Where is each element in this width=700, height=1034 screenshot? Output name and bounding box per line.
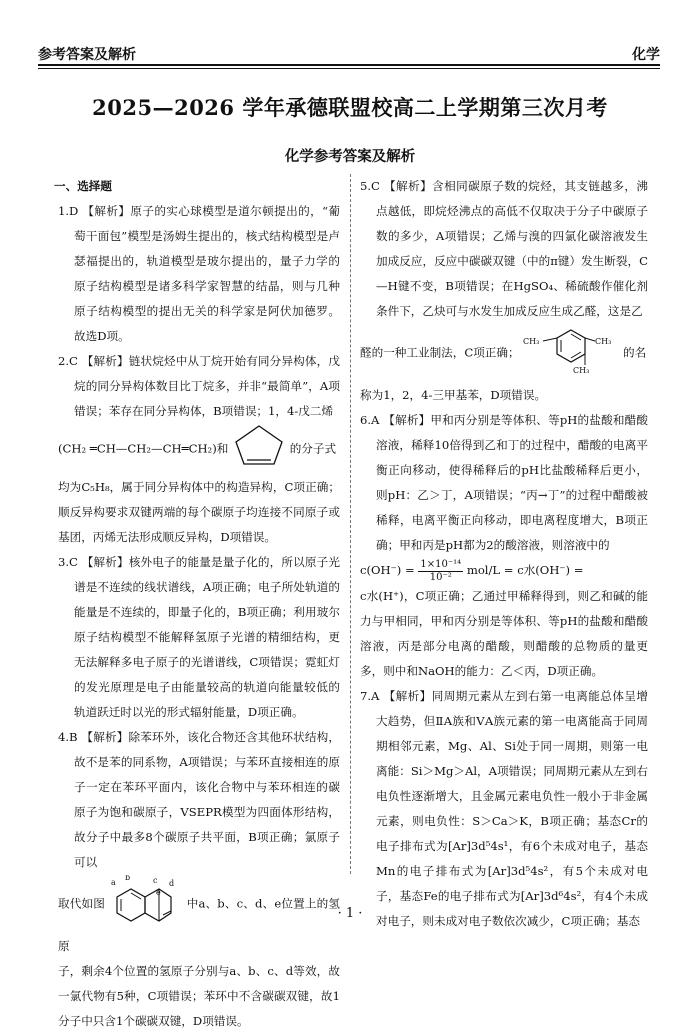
eq-left: c(OH⁻) = <box>360 563 415 577</box>
left-column <box>54 174 341 1034</box>
ch3-bottom: CH₃ <box>573 366 590 374</box>
eq-right: mol/L = c水(OH⁻) = <box>466 563 584 577</box>
formula-suffix: 的分子式 <box>289 441 337 456</box>
answer-1: 1.D 【解析】原子的实心球模型是道尔顿提出的，“葡萄干面包”模型是汤姆生提出的，核式结构模型是卢瑟福提出的，轨道模型是玻尔提出的，量子力学的原子结构模型是诸多科学家智慧的结晶，则与几种原子结构模型的提出无关的科学家是阿伏加德罗。故选D项。 <box>58 204 340 343</box>
answer-4-part1: 4.B 【解析】除苯环外，该化合物还含其他环状结构，故不是苯的同系物，A项错误；与苯环直接相连的原子一定在苯环平面内，该化合物中与苯环相连的碳原子为饱和碳原子，VSEPR模型为四面体形结构，故分子中最多8个碳原子共平面，B项正确；氯原子可以 <box>58 730 340 869</box>
answer-5-part1: 5.C 【解析】含相同碳原子数的烷烃，其支链越多，沸点越低，即烷烃沸点的高低不仅取决于分子中碳原子数的多少，A项错误；乙烯与溴的四氯化碳溶液发生加成反应，反应中碳碳双键（中的π键）发生断裂，C—H键不变，B项错误；在HgSO₄、稀硫酸作催化剂条件下，乙炔可与水发生加成反应生成乙醛，这是乙 <box>360 179 648 318</box>
fraction <box>418 559 463 584</box>
answer-2-part2: 均为C₅H₈，属于同分异构体中的构造异构，C项正确；顺反异构要求双键两端的每个碳原子均连接不同原子或基团，丙烯无法形成顺反异构，D项错误。 <box>58 480 340 544</box>
figure-suffix: 的名 <box>622 345 647 360</box>
answer-5-part2: 称为1，2，4-三甲基苯，D项错误。 <box>360 388 547 402</box>
cyclopentene-structure <box>232 424 286 475</box>
answer-6-part1: 6.A 【解析】甲和丙分别是等体积、等pH的盐酸和醋酸溶液，稀释10倍得到乙和丁的过程中，醋酸的电离平衡正向移动，使得稀释后的pH比盐酸稀释后更小，则pH：乙＞丁，A项错误；“丙→丁”的过程中醋酸被稀释，电离平衡正向移动，即电离程度增大，B项正确；甲和丙是pH都为2的酸溶液，则溶液中的 <box>360 413 648 552</box>
label-c: c <box>152 876 158 885</box>
page-subtitle: 化学参考答案及解析 <box>284 148 416 165</box>
fraction-denominator: 10⁻² <box>429 571 452 583</box>
header-subject: 化学 <box>632 47 660 63</box>
answer-7: 7.A 【解析】同周期元素从左到右第一电离能总体呈增大趋势，但ⅡA族和ⅤA族元素的第一电离能高于同周期相邻元素，Mg、Al、Si处于同一周期，则第一电离能：Si＞Mg＞Al，A项错误；同周期元素从左到右电负性逐渐增大，且金属元素电负性一般小于非金属元素，则电负性：S＞Ca＞K，B项正确；基态Cr的电子排布式为[Ar]3d⁵4s¹，有6个未成对电子，基态Mn的电子排布式为[Ar]3d⁵4s²，有5个未成对电子，基态Fe的电子排布式为[Ar]3d⁶4s²，有4个未成对电子，则未成对电子数依次减少，C项正确；基态 <box>360 688 648 928</box>
ch3-left: CH₃ <box>523 337 540 346</box>
figure-prefix: 醛的一种工业制法，C项正确； <box>360 345 520 360</box>
page-number: · 1 · <box>337 906 363 921</box>
column-divider <box>350 174 351 874</box>
trimethylbenzene-structure <box>523 324 619 383</box>
header-left: 参考答案及解析 <box>38 47 136 63</box>
answer-2-part1: 2.C 【解析】链状烷烃中从丁烷开始有同分异构体，戊烷的同分异构体数目比丁烷多，并非“最简单”，A项错误；苯存在同分异构体，B项错误；1，4-戊二烯 <box>58 354 340 418</box>
right-column <box>360 174 648 934</box>
answer-3: 3.C 【解析】核外电子的能量是量子化的，所以原子光谱是不连续的线状谱线，A项正确；电子所处轨道的能量是不连续的，即量子化的，B项正确；利用玻尔原子结构模型不能解释氢原子光谱的精细结构，更无法解释多电子原子的光谱谱线，C项错误；霓虹灯的发光原理是电子由能量较高的轨道向能量较低的轨道跃迁时以光的形式辐射能量，D项正确。 <box>58 555 340 719</box>
answer-6-part2: c水(H⁺)，C项正确；乙通过甲稀释得到，则乙和碱的能力与甲相同，甲和丙分别是等体积、等pH的盐酸和醋酸溶液，丙是部分电离的醋酸，则醋酸的总物质的量更多，则中和NaOH的能力：乙＜丙，D项正确。 <box>360 588 648 678</box>
label-a: a <box>110 878 116 887</box>
ch3-right: CH₃ <box>595 337 612 346</box>
label-d: d <box>168 879 174 888</box>
bicyclic-structure <box>109 875 183 934</box>
section-heading: 一、选择题 <box>54 179 112 193</box>
figure-suffix: 中a、b、c、d、e位置上的氢原 <box>58 896 341 953</box>
pentadiene-formula: (CH₂ ═CH—CH₂—CH═CH₂)和 <box>58 441 229 456</box>
answer-6-equation <box>360 558 648 584</box>
header-rule <box>38 64 660 66</box>
answer-5-figure-line <box>360 324 648 383</box>
label-e: e <box>155 888 161 897</box>
answer-2-formula <box>58 424 340 475</box>
figure-prefix: 取代如图 <box>58 896 106 911</box>
header-rule-thin <box>38 68 660 69</box>
fraction-numerator: 1×10⁻¹⁴ <box>420 558 462 570</box>
label-b: b <box>124 875 130 882</box>
answer-4-part2: 子，剩余4个位置的氢原子分别与a、b、c、d等效，故一氯代物有5种，C项错误；苯环中不含碳碳双键，故1分子中只含1个碳碳双键，D项错误。 <box>58 964 340 1028</box>
page-title: 2025—2026 学年承德联盟校高二上学期第三次月考 <box>92 95 608 120</box>
page-header <box>38 38 660 62</box>
